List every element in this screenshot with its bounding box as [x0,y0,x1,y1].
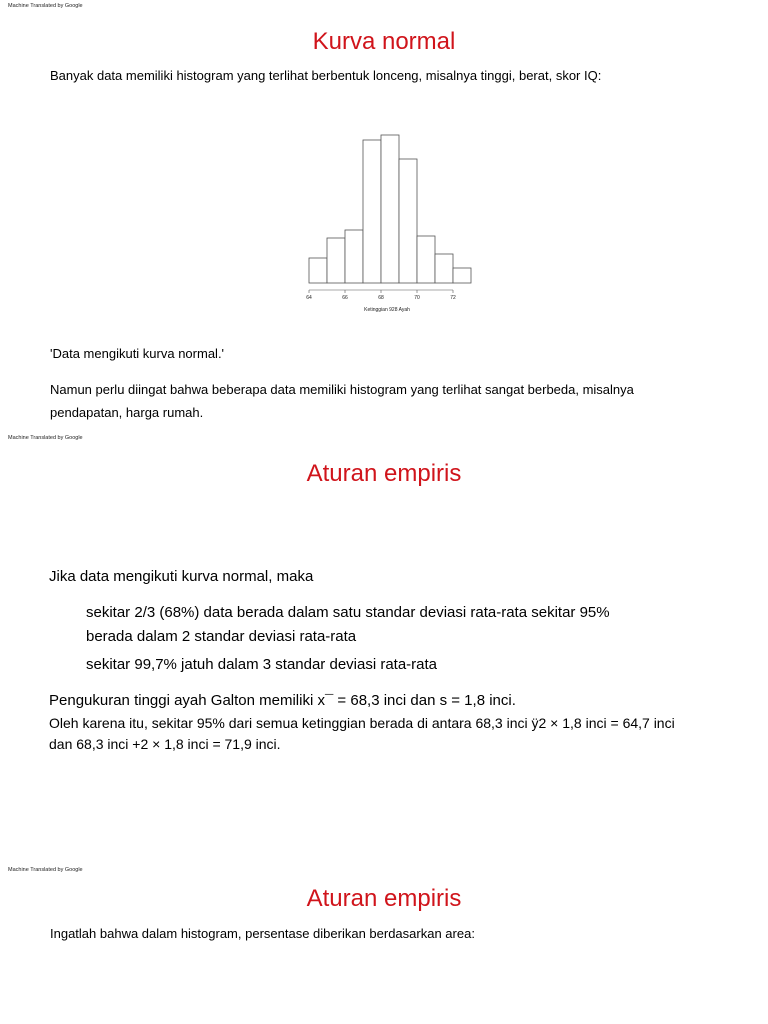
histogram-bar-1 [327,238,345,283]
x-tick-label-0: 64 [306,295,312,301]
x-axis-label: Ketinggian 928 Ayah [364,307,410,313]
x-tick-label-4: 72 [450,295,456,301]
histogram-bar-7 [435,254,453,283]
therefore-line-2: dan 68,3 inci +2 × 1,8 inci = 71,9 inci. [49,736,281,752]
galton-text: Pengukuran tinggi ayah Galton memiliki x¯ = 68,3 inci dan s = 1,8 inci. [49,692,516,709]
x-tick-label-1: 66 [342,295,348,301]
bullet-1-line-1: sekitar 2/3 (68%) data berada dalam satu standar deviasi rata-rata sekitar 95% [86,604,610,621]
histogram-bar-2 [345,230,363,283]
histogram-chart [290,125,490,320]
x-tick-label-3: 70 [414,295,420,301]
x-axis-ticks [306,290,456,301]
histogram-bar-6 [417,236,435,283]
histogram-bar-8 [453,268,471,283]
histogram-bar-5 [399,159,417,283]
machine-translated-label: Machine Translated by Google [8,3,83,9]
intro-text: Banyak data memiliki histogram yang terlihat berbentuk lonceng, misalnya tinggi, berat, skor IQ: [50,68,602,83]
note-line-1: Namun perlu diingat bahwa beberapa data memiliki histogram yang terlihat sangat berbeda, misalnya [50,382,634,397]
slide-title-aturan-empiris: Aturan empiris [306,460,462,487]
note-line-2: pendapatan, harga rumah. [50,405,204,420]
histogram-bar-3 [363,140,381,283]
histogram-bar-0 [309,258,327,283]
lead-text: Jika data mengikuti kurva normal, maka [49,568,314,585]
quote-text: 'Data mengikuti kurva normal.' [50,346,225,361]
area-intro-text: Ingatlah bahwa dalam histogram, persentase diberikan berdasarkan area: [50,926,475,941]
histogram-bars [309,135,471,283]
slide-title-kurva-normal: Kurva normal [312,28,456,55]
bullet-2: sekitar 99,7% jatuh dalam 3 standar deviasi rata-rata [86,656,438,673]
bullet-1-line-2: berada dalam 2 standar deviasi rata-rata [86,628,357,645]
x-tick-label-2: 68 [378,295,384,301]
machine-translated-label: Machine Translated by Google [8,435,83,441]
histogram-bar-4 [381,135,399,283]
therefore-line-1: Oleh karena itu, sekitar 95% dari semua ketinggian berada di antara 68,3 inci ÿ2 × 1,8 inci = 64,7 inci [49,715,675,731]
machine-translated-label: Machine Translated by Google [8,867,83,873]
slide-title-aturan-empiris-2: Aturan empiris [306,885,462,912]
